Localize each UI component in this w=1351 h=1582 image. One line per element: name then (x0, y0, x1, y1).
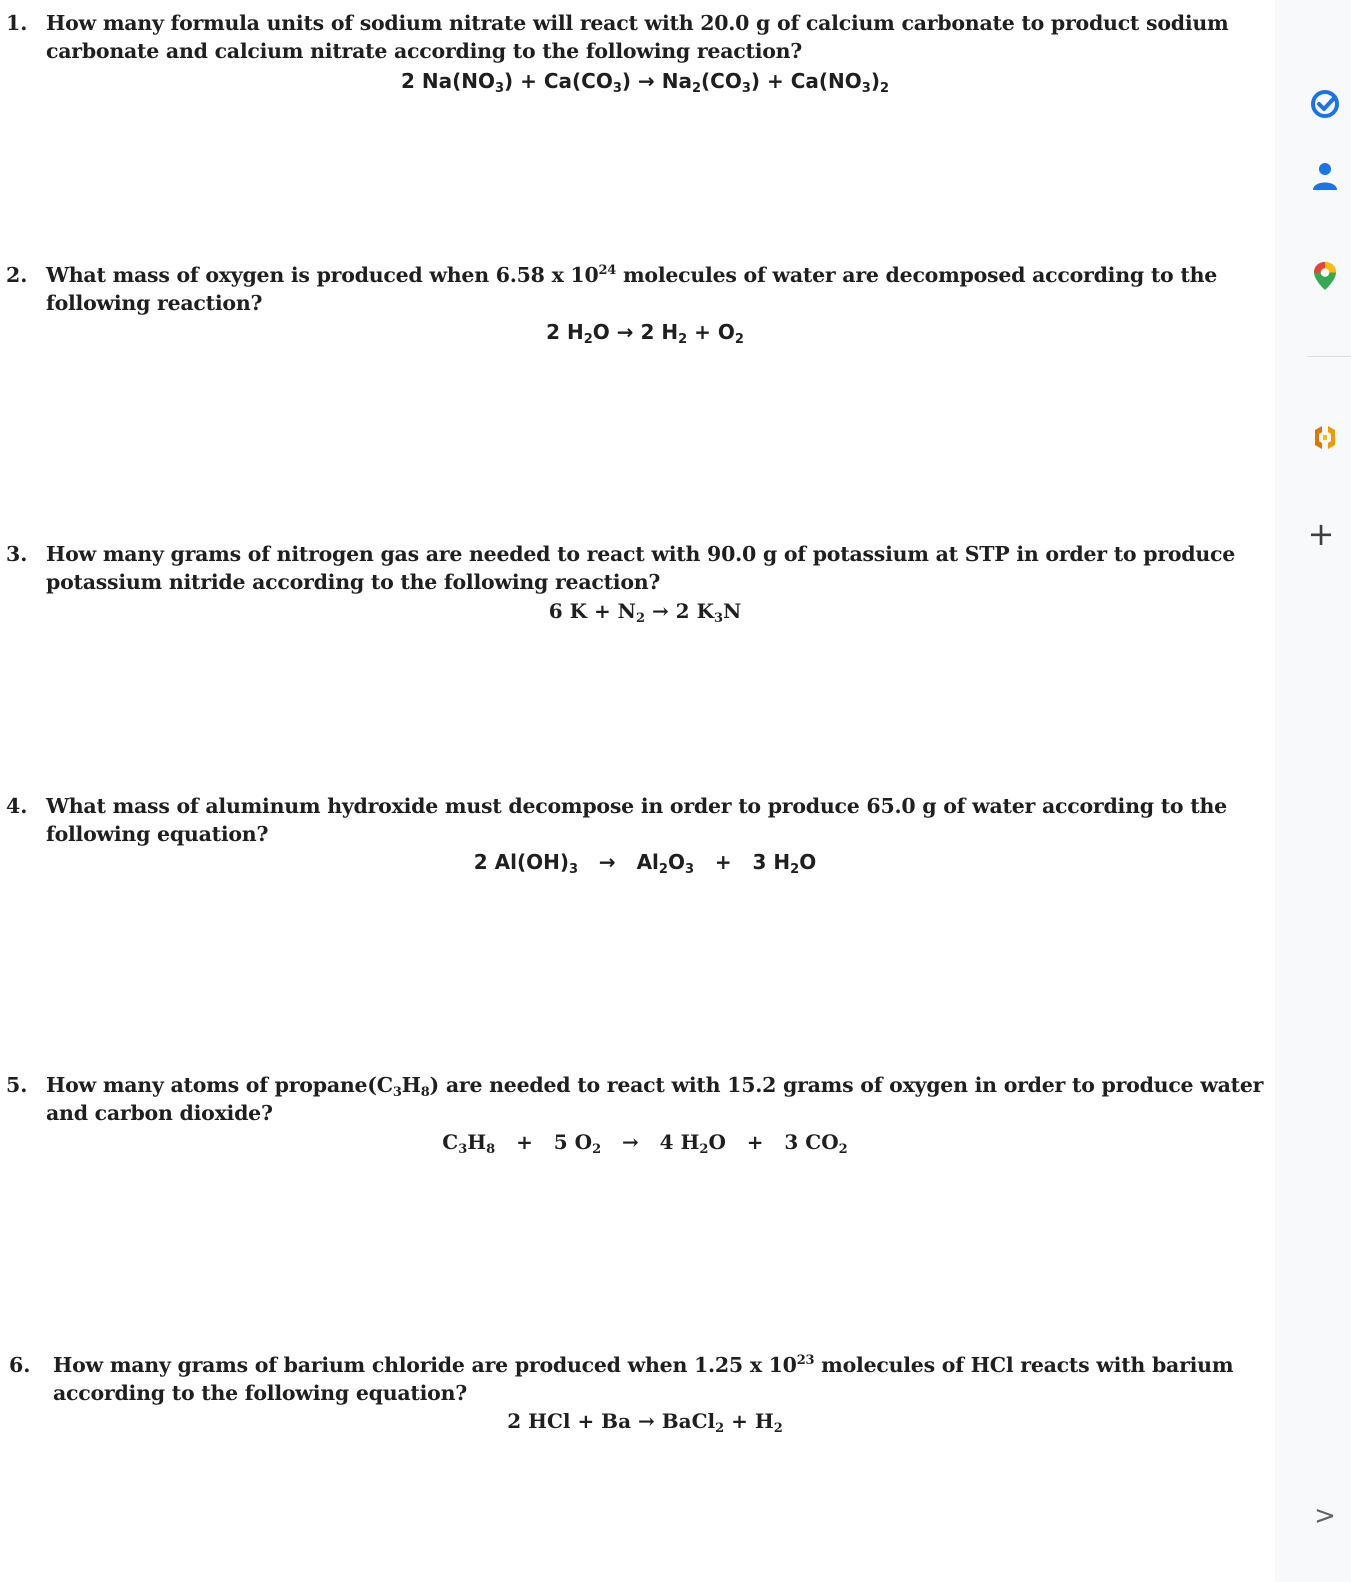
eq-part: O → 2 H (592, 320, 679, 344)
chemical-equation (0, 1407, 1290, 1435)
eq-sub: 3 (741, 81, 751, 96)
eq-sub: 2 (699, 1142, 709, 1157)
eq-sub: 2 (773, 1421, 783, 1436)
contacts-icon[interactable] (1309, 160, 1341, 192)
tasks-icon[interactable] (1309, 88, 1341, 120)
question-text-part: molecules of water are decomposed according to the following reaction? (46, 263, 1218, 315)
add-icon[interactable]: + (1307, 515, 1335, 553)
question-text-part: How many grams of barium chloride are produced when 1.25 x 10 (53, 1353, 797, 1377)
eq-sub: 2 (635, 611, 645, 626)
question-text-part: What mass of oxygen is produced when 6.58 x 10 (46, 263, 599, 287)
eq-sub: 3 (458, 1142, 468, 1157)
eq-part: ) + Ca(NO (750, 69, 862, 93)
eq-part: + 3 H (694, 850, 791, 874)
eq-part: 6 K + N (548, 599, 636, 623)
eq-part: ) (870, 69, 880, 93)
eq-part: ) + Ca(CO (504, 69, 613, 93)
eq-part: + H (724, 1409, 774, 1433)
eq-part: 2 Na(NO (400, 69, 495, 93)
eq-part: ) → Na (621, 69, 692, 93)
eq-part: → Al (578, 850, 659, 874)
eq-part: C (442, 1130, 459, 1154)
subscript: 3 (392, 1085, 402, 1100)
eq-part: 2 HCl + Ba → BaCl (507, 1409, 716, 1433)
eq-part: N (723, 599, 742, 623)
subscript: 8 (420, 1085, 430, 1100)
eq-part: (CO (701, 69, 742, 93)
question-number: 3. (6, 542, 28, 566)
eq-sub: 3 (861, 81, 871, 96)
question-number: 1. (6, 11, 28, 35)
side-panel (1275, 0, 1351, 1582)
chemical-equation (0, 848, 1290, 876)
eq-part: → 2 K (645, 599, 714, 623)
chevron-right-icon[interactable]: > (1314, 1501, 1336, 1531)
question-number: 2. (6, 263, 28, 287)
chemical-equation (0, 597, 1290, 625)
eq-sub: 3 (568, 862, 579, 877)
question-text: How many formula units of sodium nitrate will react with 20.0 g of calcium carbonate to product sodium carbonate and calcium nitrate according to the following reaction? (46, 11, 1229, 63)
eq-part: H (467, 1130, 487, 1154)
maps-icon[interactable] (1309, 260, 1341, 292)
eq-sub: 2 (678, 332, 688, 347)
exponent: 23 (796, 1353, 815, 1368)
eq-sub: 2 (838, 1142, 848, 1157)
question-text (53, 1351, 1275, 1407)
exponent: 24 (598, 263, 617, 278)
question-text: How many grams of nitrogen gas are needed to react with 90.0 g of potassium at STP in order to produce potassium nitride according to the following reaction? (46, 542, 1236, 594)
eq-part: O (667, 850, 685, 874)
eq-sub: 3 (494, 81, 505, 96)
eq-part: + O (687, 320, 735, 344)
eq-sub: 2 (879, 81, 890, 96)
eq-sub: 2 (583, 332, 593, 347)
eq-sub: 2 (658, 862, 668, 877)
eq-sub: 3 (684, 862, 695, 877)
question-text (46, 1071, 1274, 1127)
question-text-part: molecules of HCl reacts with barium according to the following equation? (53, 1353, 1234, 1405)
eq-sub: 2 (734, 332, 744, 347)
question-text: What mass of aluminum hydroxide must decompose in order to produce 65.0 g of water according to the following equation? (46, 794, 1227, 846)
chemical-equation (0, 1128, 1290, 1156)
apps-icon[interactable] (1309, 421, 1341, 453)
eq-part: O + 3 CO (708, 1130, 839, 1154)
eq-sub: 8 (486, 1142, 496, 1157)
eq-sub: 2 (715, 1421, 725, 1436)
eq-part: 2 H (546, 320, 584, 344)
eq-sub: 3 (612, 81, 622, 96)
question-text-part: H (401, 1073, 421, 1097)
eq-sub: 3 (713, 611, 723, 626)
eq-sub: 2 (790, 862, 800, 877)
eq-sub: 2 (691, 81, 702, 96)
eq-sub: 2 (592, 1142, 602, 1157)
panel-divider (1307, 356, 1351, 357)
question-number: 6. (9, 1353, 31, 1377)
question-number: 5. (6, 1073, 28, 1097)
chemical-equation (0, 67, 1290, 95)
eq-part: 2 Al(OH) (473, 850, 569, 874)
chemical-equation (0, 318, 1290, 346)
question-text-part: How many atoms of propane(C (46, 1073, 393, 1097)
eq-part: + 5 O (495, 1130, 593, 1154)
eq-part: → 4 H (601, 1130, 700, 1154)
eq-part: O (799, 850, 817, 874)
question-number: 4. (6, 794, 28, 818)
question-text (46, 261, 1274, 317)
question-text-part: ) are needed to react with 15.2 grams of oxygen in order to produce water and carbon dioxide? (46, 1073, 1264, 1125)
